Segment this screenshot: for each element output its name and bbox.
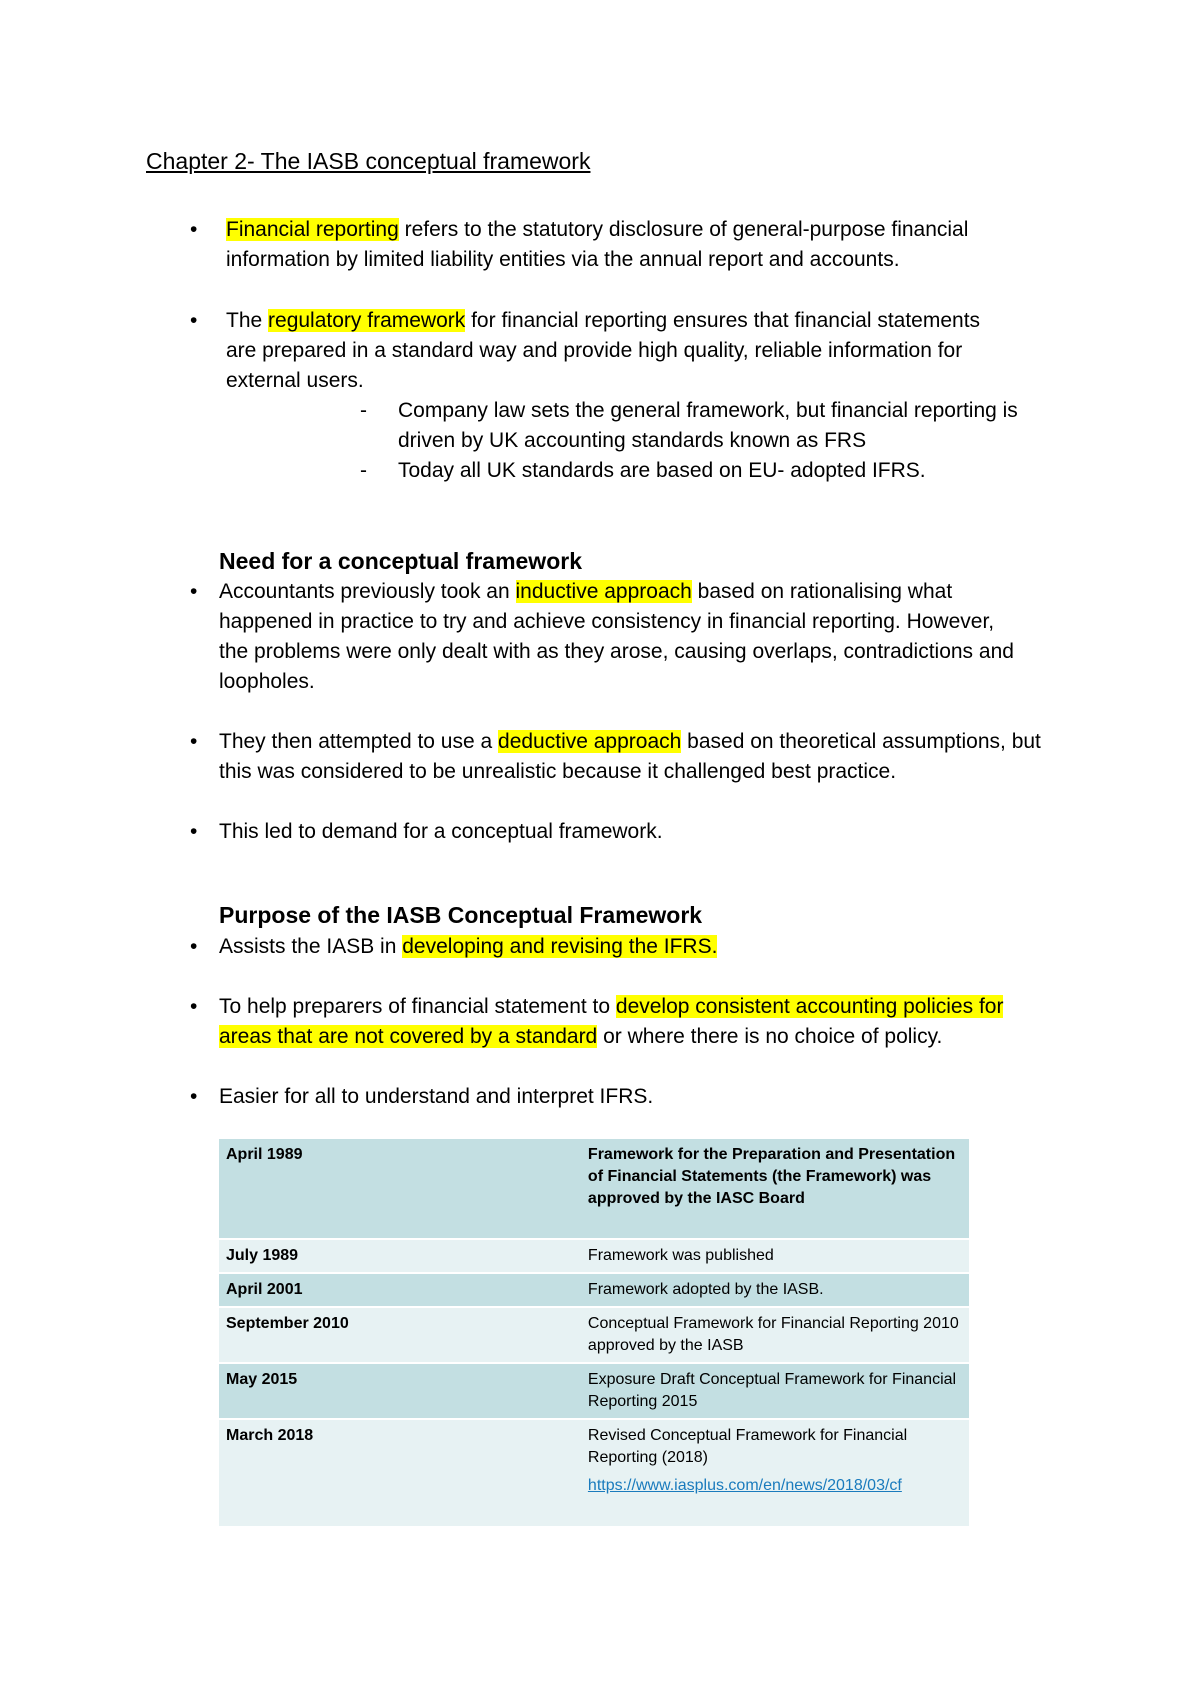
bullet-icon: • [190, 995, 198, 1018]
highlighted-term: inductive approach [515, 580, 692, 603]
bullet-icon: • [190, 820, 198, 843]
bullet-icon: • [190, 935, 198, 958]
bullet-icon: • [190, 218, 198, 241]
event-cell: Conceptual Framework for Financial Reporting 2010 approved by the IASB [581, 1307, 969, 1363]
event-cell: Framework adopted by the IASB. [581, 1273, 969, 1307]
date-cell: July 1989 [219, 1239, 581, 1273]
bullet-icon: • [190, 730, 198, 753]
dash-icon: - [360, 399, 367, 422]
section-heading: Purpose of the IASB Conceptual Framework [219, 902, 703, 928]
document-page: Chapter 2- The IASB conceptual framework • Financial reporting refers to the statutory disclosure of general-purpose financial information by limited liability entities via the annual report and accounts. • The regulatory framework for financial reporting ensures that financial statements are prepared in a standard way and provide high quality, reliable information for external users. - Company law sets the general framework, but financial reporting is driven by UK accounting standards known as FRS - Today all UK standards are based on EU- adopted IFRS. Need for a conceptual framework • Accountants previously took an inductive approach based on rationalising what happened in practice to try and achieve consistency in financial reporting. However, the problems were only dealt with as they arose, causing overlaps, contradictions and loopholes. • They then attempted to use a deductive approach based on theoretical assumptions, but this was considered to be unrealistic because it challenged best practice. • This led to demand for a conceptual framework. Purpose of the IASB Conceptual Framework • Assists the IASB in developing and revising the IFRS. • To help preparers of financial statement to develop consistent accounting policies for areas that are not covered by a standard or where there is no choice of policy. • Easier for all to understand and interpret IFRS. April 1989 Framework for the Preparation and Presentation of Financial Statements (the Framework) was approved by the IASC Board July 1989 Framework was published April 2001 Framework adopted by the IASB. September 2010 Conceptual Framework for Financial Reporting 2010 approved by the IASB May 2015 Exposure Draft Conceptual Framework for Financial Reporting 2015 March 2018 Revised Conceptual Framework for Financial Reporting (2018) https://www.iasplus.com/en/news/2018/03/cf [0, 0, 1200, 1698]
table-row [219, 1363, 969, 1419]
bullet-icon: • [190, 1085, 198, 1108]
event-cell: Framework for the Preparation and Presentation of Financial Statements (the Framework) was approved by the IASC Board [581, 1139, 969, 1239]
iasplus-link[interactable]: https://www.iasplus.com/en/news/2018/03/cf [587, 1477, 902, 1494]
table-row [219, 1419, 969, 1527]
date-cell: September 2010 [219, 1307, 581, 1363]
framework-timeline-table [219, 1139, 969, 1528]
highlighted-term: regulatory framework [268, 309, 466, 332]
date-cell: April 2001 [219, 1273, 581, 1307]
highlighted-term: develop consistent accounting policies for areas that are not covered by a standard [219, 995, 1004, 1048]
event-cell: Exposure Draft Conceptual Framework for Financial Reporting 2015 [581, 1363, 969, 1419]
event-cell: Revised Conceptual Framework for Financial Reporting (2018) https://www.iasplus.com/en/news/2018/03/cf [581, 1419, 969, 1527]
highlighted-term: deductive approach [498, 730, 682, 753]
bullet-icon: • [190, 580, 198, 603]
dash-icon: - [360, 459, 367, 482]
highlighted-term: developing and revising the IFRS. [402, 935, 718, 958]
highlighted-term: Financial reporting [226, 218, 399, 241]
table-row [219, 1273, 969, 1307]
date-cell: May 2015 [219, 1363, 581, 1419]
date-cell: April 1989 [219, 1139, 581, 1239]
event-cell: Framework was published [581, 1239, 969, 1273]
date-cell: March 2018 [219, 1419, 581, 1527]
page-title: Chapter 2- The IASB conceptual framework [146, 148, 591, 174]
table-row [219, 1307, 969, 1363]
section-heading: Need for a conceptual framework [219, 548, 582, 574]
table-row [219, 1139, 969, 1239]
table-row [219, 1239, 969, 1273]
bullet-icon: • [190, 309, 198, 332]
